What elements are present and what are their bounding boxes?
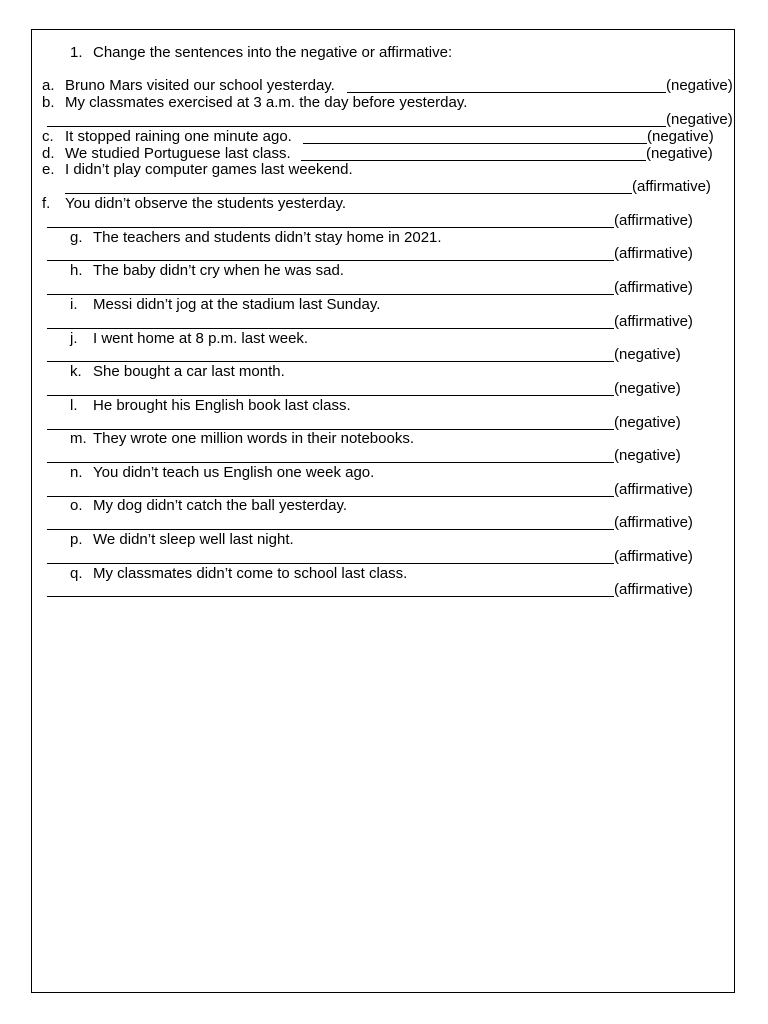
item-sentence: You didn’t teach us English one week ago. xyxy=(93,464,375,481)
item-letter: b. xyxy=(42,94,55,111)
item-letter: c. xyxy=(42,128,54,145)
item-letter: k. xyxy=(70,363,82,380)
heading-text: Change the sentences into the negative or affirmative: xyxy=(93,44,453,61)
item-h xyxy=(70,262,344,279)
answer-line[interactable] xyxy=(47,395,614,396)
answer-line[interactable] xyxy=(47,563,614,564)
item-tag: (negative) xyxy=(614,380,681,397)
item-tag: (negative) xyxy=(666,111,733,128)
item-q xyxy=(70,565,408,582)
item-letter: o. xyxy=(70,497,83,514)
heading-number: 1. xyxy=(70,44,83,61)
item-sentence: I didn’t play computer games last weekend. xyxy=(65,161,353,178)
item-tag: (negative) xyxy=(614,346,681,363)
item-n xyxy=(70,464,375,481)
item-g xyxy=(70,229,442,246)
item-tag: (affirmative) xyxy=(632,178,711,195)
item-sentence: He brought his English book last class. xyxy=(93,397,351,414)
item-letter: l. xyxy=(70,397,78,414)
answer-line[interactable] xyxy=(47,294,614,295)
answer-line[interactable] xyxy=(47,596,614,597)
item-letter: f. xyxy=(42,195,51,212)
item-sentence: The teachers and students didn’t stay home in 2021. xyxy=(93,229,442,246)
item-e xyxy=(42,161,353,178)
item-letter: n. xyxy=(70,464,83,481)
item-tag: (affirmative) xyxy=(614,481,693,498)
answer-line[interactable] xyxy=(47,529,614,530)
item-letter: g. xyxy=(70,229,83,246)
item-f xyxy=(42,195,347,212)
item-sentence: She bought a car last month. xyxy=(93,363,285,380)
item-j xyxy=(70,330,309,347)
item-b xyxy=(42,94,468,111)
item-l xyxy=(70,397,351,414)
item-sentence: Messi didn’t jog at the stadium last Sunday. xyxy=(93,296,381,313)
item-tag: (negative) xyxy=(614,414,681,431)
answer-line[interactable] xyxy=(47,227,614,228)
item-d xyxy=(42,145,291,162)
answer-line[interactable] xyxy=(47,462,614,463)
item-tag: (negative) xyxy=(666,77,733,94)
item-tag: (negative) xyxy=(614,447,681,464)
item-tag: (affirmative) xyxy=(614,548,693,565)
item-tag: (affirmative) xyxy=(614,313,693,330)
item-tag: (affirmative) xyxy=(614,581,693,598)
item-tag: (affirmative) xyxy=(614,212,693,229)
answer-line[interactable] xyxy=(303,143,647,144)
item-letter: p. xyxy=(70,531,83,548)
answer-line[interactable] xyxy=(65,193,632,194)
item-i xyxy=(70,296,381,313)
item-letter: a. xyxy=(42,77,55,94)
item-letter: i. xyxy=(70,296,78,313)
item-sentence: We studied Portuguese last class. xyxy=(65,145,291,162)
item-sentence: I went home at 8 p.m. last week. xyxy=(93,330,309,347)
item-m xyxy=(70,430,414,447)
item-sentence: The baby didn’t cry when he was sad. xyxy=(93,262,344,279)
item-k xyxy=(70,363,285,380)
item-letter: j. xyxy=(70,330,78,347)
item-letter: q. xyxy=(70,565,83,582)
item-letter: d. xyxy=(42,145,55,162)
item-tag: (negative) xyxy=(646,145,713,162)
item-p xyxy=(70,531,294,548)
answer-line[interactable] xyxy=(47,260,614,261)
item-tag: (affirmative) xyxy=(614,514,693,531)
item-sentence: My classmates didn’t come to school last class. xyxy=(93,565,408,582)
item-sentence: Bruno Mars visited our school yesterday. xyxy=(65,77,335,94)
item-letter: h. xyxy=(70,262,83,279)
item-tag: (negative) xyxy=(647,128,714,145)
item-sentence: We didn’t sleep well last night. xyxy=(93,531,294,548)
item-sentence: You didn’t observe the students yesterday. xyxy=(65,195,347,212)
item-sentence: It stopped raining one minute ago. xyxy=(65,128,292,145)
item-tag: (affirmative) xyxy=(614,279,693,296)
answer-line[interactable] xyxy=(47,361,614,362)
item-c xyxy=(42,128,292,145)
item-sentence: My dog didn’t catch the ball yesterday. xyxy=(93,497,348,514)
item-tag: (affirmative) xyxy=(614,245,693,262)
answer-line[interactable] xyxy=(347,92,666,93)
answer-line[interactable] xyxy=(47,126,666,127)
item-letter: m. xyxy=(70,430,87,447)
item-sentence: My classmates exercised at 3 a.m. the day before yesterday. xyxy=(65,94,468,111)
item-sentence: They wrote one million words in their notebooks. xyxy=(93,430,414,447)
item-o xyxy=(70,497,348,514)
item-letter: e. xyxy=(42,161,55,178)
exercise-heading xyxy=(70,44,453,61)
answer-line[interactable] xyxy=(301,160,646,161)
item-a xyxy=(42,77,335,94)
answer-line[interactable] xyxy=(47,328,614,329)
